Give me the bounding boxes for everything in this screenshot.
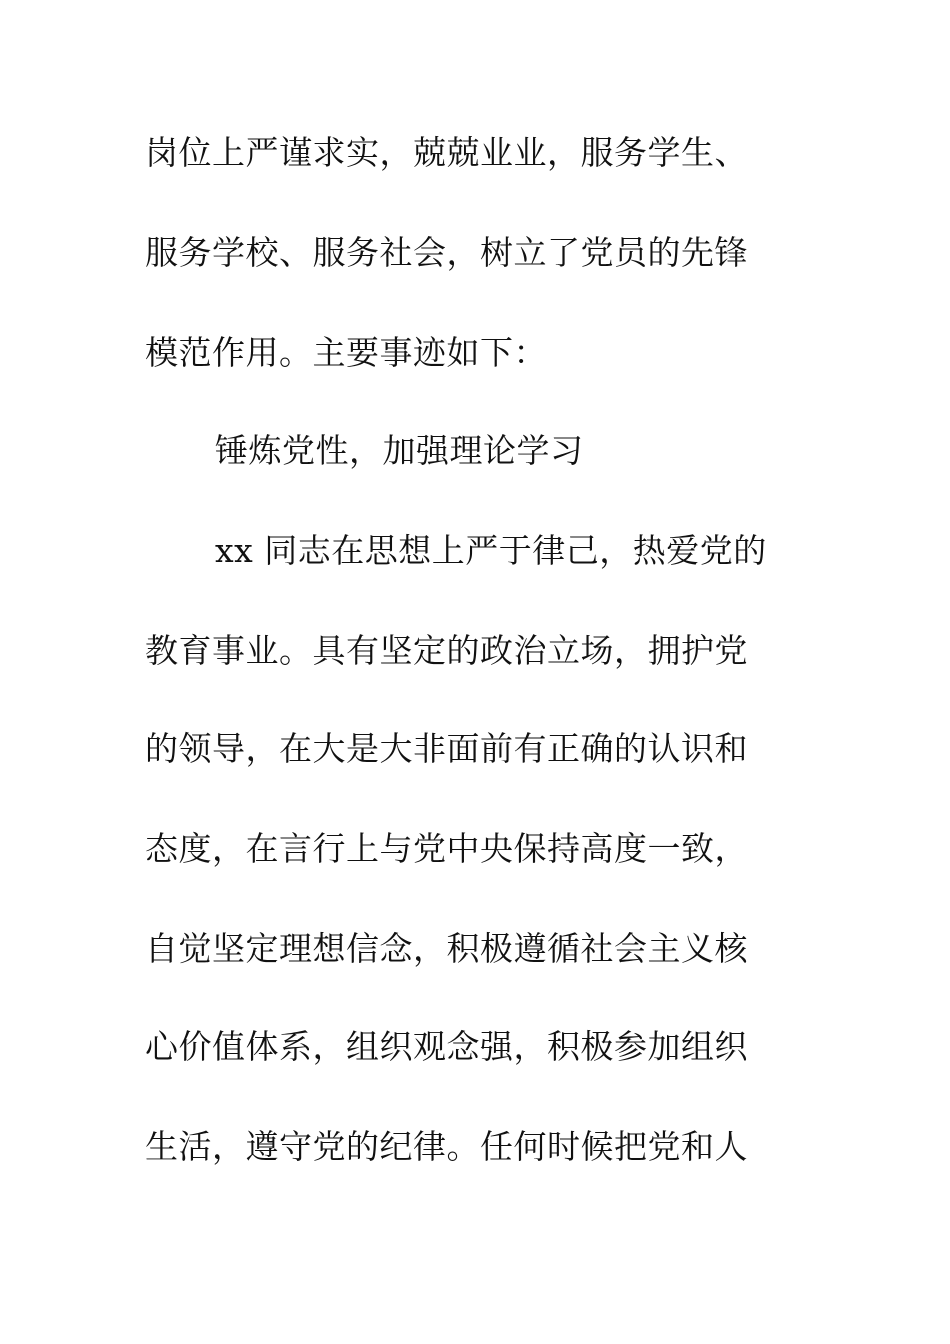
body-text-line: 态度，在言行上与党中央保持高度一致， [145, 829, 748, 868]
body-text-line: 教育事业。具有坚定的政治立场，拥护党 [145, 631, 748, 670]
body-text-line: 模范作用。主要事迹如下： [145, 333, 547, 372]
body-text-line: 生活，遵守党的纪律。任何时候把党和人 [145, 1127, 748, 1166]
body-text-line: 服务学校、服务社会，树立了党员的先锋 [145, 233, 748, 272]
body-text-line: xx 同志在思想上严于律己，热爱党的 [215, 531, 767, 570]
body-text-line: 岗位上严谨求实，兢兢业业，服务学生、 [145, 133, 748, 172]
section-heading: 锤炼党性，加强理论学习 [215, 431, 584, 470]
body-text-line: 心价值体系，组织观念强，积极参加组织 [145, 1027, 748, 1066]
body-text-line: 自觉坚定理想信念，积极遵循社会主义核 [145, 929, 748, 968]
body-text-line: 的领导，在大是大非面前有正确的认识和 [145, 729, 748, 768]
